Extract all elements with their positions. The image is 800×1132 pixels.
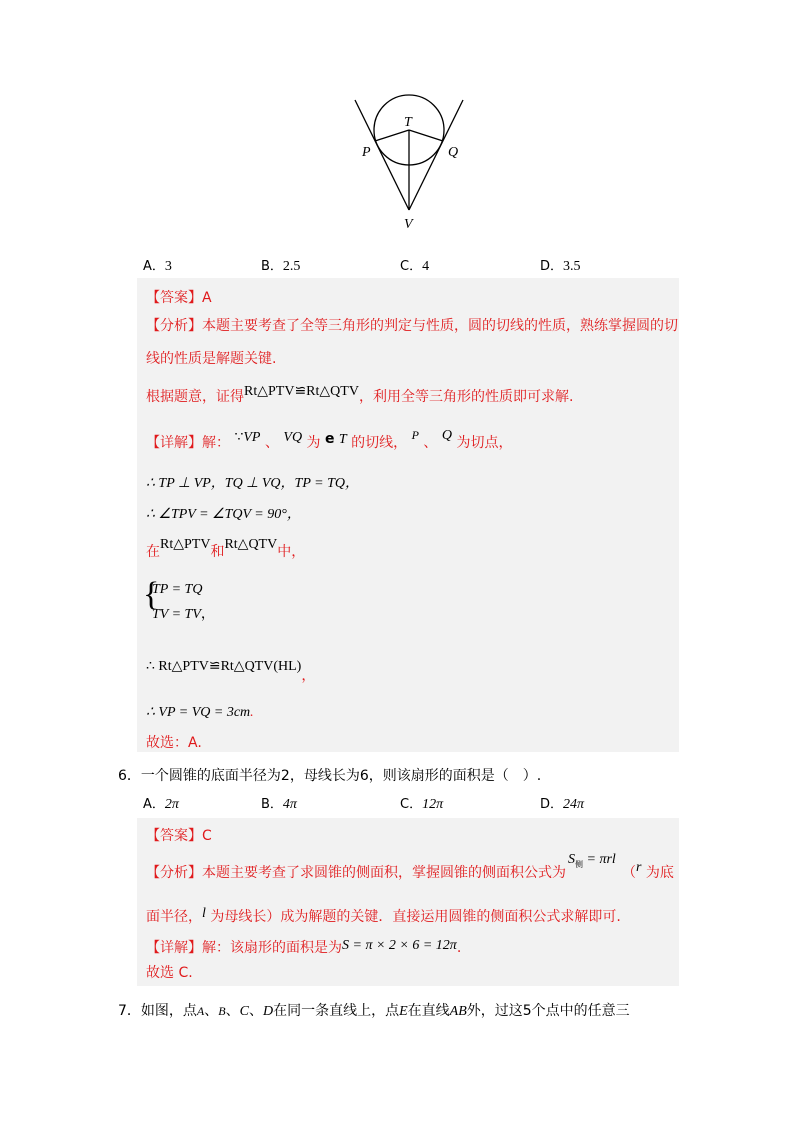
q5-analysis-line2: 线的性质是解题关键. xyxy=(146,351,277,367)
label-v: V xyxy=(404,217,413,232)
geometry-figure xyxy=(340,90,480,240)
q6-option-c: C．12π xyxy=(400,797,444,812)
q5-option-a: A．3 xyxy=(143,259,172,274)
q5-analysis-line1: 【分析】本题主要考查了全等三角形的判定与性质，圆的切线的性质，熟练掌握圆的切 xyxy=(146,318,678,334)
q6-lateral-area-formula: $S_侧 = \pi rl$ xyxy=(568,852,616,869)
q6-option-b: B．4π xyxy=(261,797,297,812)
label-q: Q xyxy=(448,145,459,160)
q6-solution-box xyxy=(137,818,679,986)
q5-detail-line: 【详解】解： ∵VP 、 VQ 为 e T 的切线， P 、 Q 为切点， xyxy=(146,428,513,451)
q6-option-d: D．24π xyxy=(540,797,585,812)
q6-conclusion: 故选 C. xyxy=(146,965,193,981)
q5-system-eq1: TP = TQ xyxy=(152,582,203,597)
q6-analysis-line2: 面半径，l 为母线长）成为解题的关键．直接运用圆锥的侧面积公式求解即可. xyxy=(146,906,621,925)
q5-step1: ∴ TP ⊥ VP，TQ ⊥ VQ，TP = TQ， xyxy=(146,476,359,491)
q5-option-b: B．2.5 xyxy=(261,259,301,274)
label-t: T xyxy=(404,115,412,130)
q5-step5: ∴ VP = VQ = 3cm. xyxy=(146,705,254,720)
segment-tq xyxy=(409,130,443,141)
label-p: P xyxy=(362,145,371,160)
q6-answer: 【答案】C xyxy=(146,828,212,844)
q5-analysis-line3: 根据题意，证得Rt△PTV≌Rt△QTV，利用全等三角形的性质即可求解. xyxy=(146,384,574,405)
q5-conclusion: 故选：A. xyxy=(146,735,202,751)
q7-question: 7．如图，点A、B、C、D在同一条直线上，点E在直线AB外，过这5个点中的任意三 xyxy=(118,1003,630,1019)
segment-tp xyxy=(375,130,409,141)
q5-option-d: D．3.5 xyxy=(540,259,581,274)
q5-step2: ∴ ∠TPV = ∠TQV = 90°， xyxy=(146,507,301,522)
q6-option-a: A．2π xyxy=(143,797,179,812)
q5-system-eq2: TV = TV， xyxy=(152,607,215,622)
q6-question: 6．一个圆锥的底面半径为2，母线长为6，则该扇形的面积是（ ）. xyxy=(118,768,542,784)
q5-step3: 在Rt△PTV和Rt△QTV中， xyxy=(146,537,306,560)
q6-analysis-line1: 【分析】本题主要考查了求圆锥的侧面积，掌握圆锥的侧面积公式为 xyxy=(146,865,566,881)
system-brace: { xyxy=(143,576,160,613)
q6-radius-note: （r 为底 xyxy=(622,860,674,881)
q6-detail: 【详解】解：该扇形的面积是为S = π × 2 × 6 = 12π. xyxy=(146,938,462,956)
q5-step4: ∴ Rt△PTV≌Rt△QTV(HL)， xyxy=(146,659,316,684)
q5-option-c: C．4 xyxy=(400,259,430,274)
q5-answer: 【答案】A xyxy=(146,290,212,306)
